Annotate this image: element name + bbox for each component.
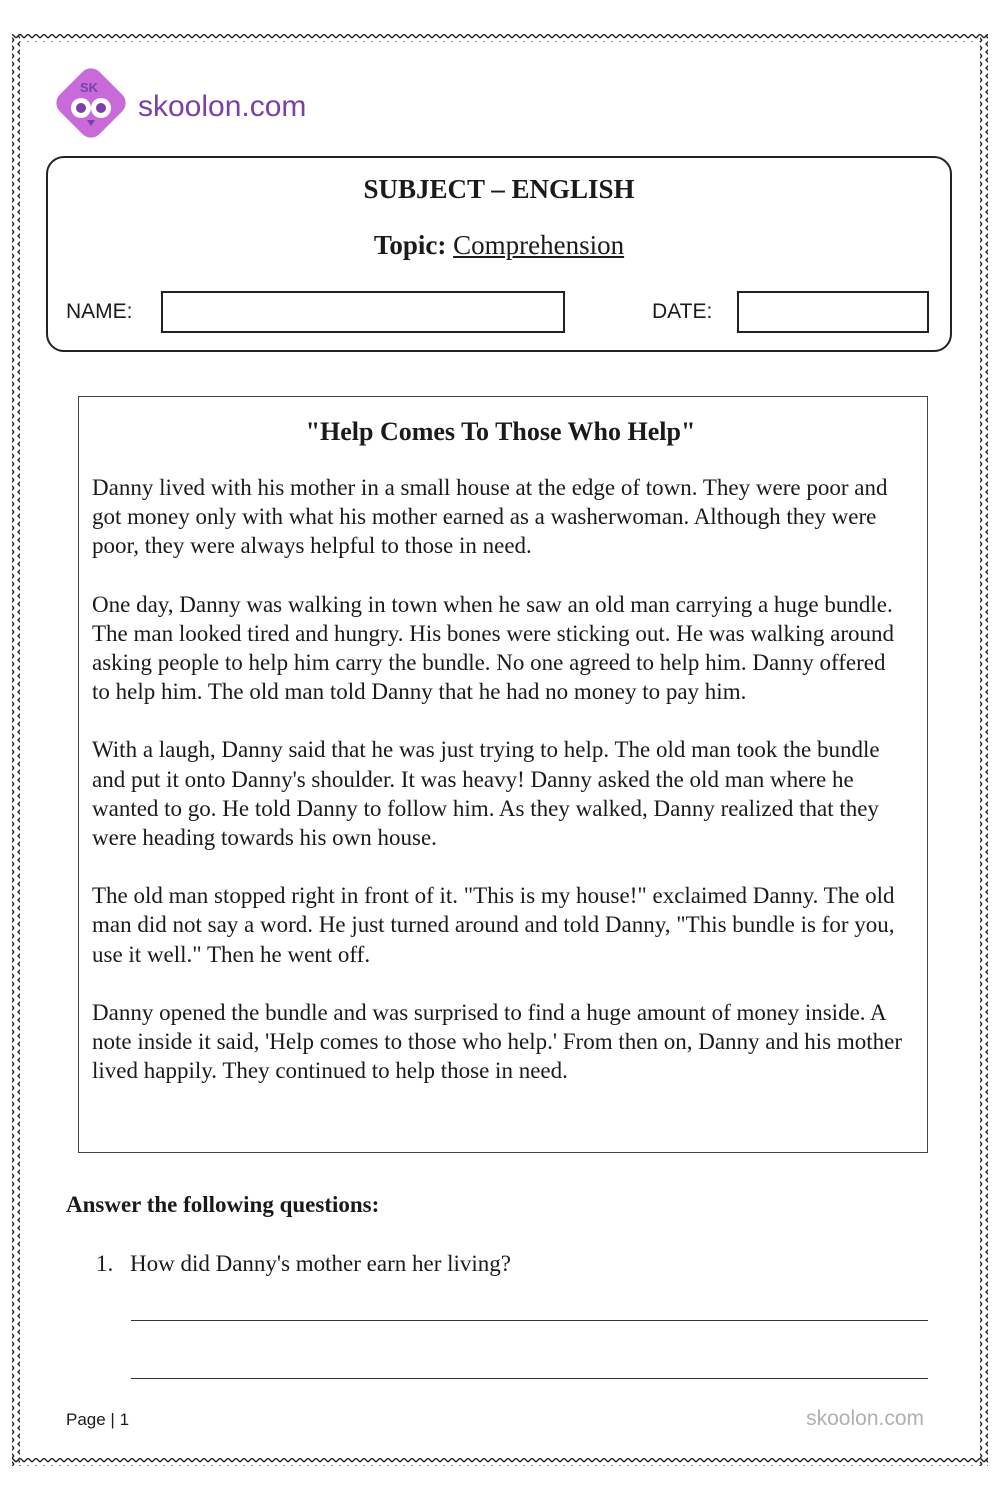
story-title: "Help Comes To Those Who Help" — [305, 417, 696, 446]
answer-line[interactable] — [131, 1378, 928, 1379]
topic-line — [48, 230, 950, 261]
story-paragraph: The old man stopped right in front of it. "This is my house!" exclaimed Danny. The old man did not say a word. He just turned around and told Danny, "This bundle is for you, use it well." Then he went off. — [92, 883, 895, 967]
question-text: How did Danny's mother earn her living? — [130, 1251, 511, 1276]
name-label: NAME: — [66, 300, 133, 323]
skoolon-owl-logo — [50, 62, 132, 144]
story-paragraph: One day, Danny was walking in town when he saw an old man carrying a huge bundle. The man looked tired and hungry. His bones were sticking out. He was walking around asking people to help him carry the bundle. No one agreed to help him. Danny offered to help him. The old man told Danny that he had no money to pay him. — [92, 591, 895, 705]
question-number: 1. — [96, 1251, 114, 1276]
worksheet-header — [46, 156, 952, 352]
name-field[interactable] — [161, 291, 565, 333]
topic-label: Topic: — [373, 230, 447, 260]
svg-text:SK: SK — [80, 80, 99, 95]
topic-value: Comprehension — [453, 230, 625, 260]
page-number: Page | 1 — [66, 1410, 130, 1429]
brand-name[interactable]: skoolon.com — [138, 90, 307, 123]
story-box — [78, 396, 928, 1153]
story-paragraph: Danny opened the bundle and was surprised to find a huge amount of money inside. A note inside it said, 'Help comes to those who help.' From then on, Danny and his mother lived happily. They continued to help those in need. — [92, 999, 902, 1084]
answer-line[interactable] — [131, 1320, 928, 1321]
subject-title: SUBJECT – ENGLISH — [363, 174, 635, 204]
question-item — [96, 1251, 511, 1277]
story-paragraph: Danny lived with his mother in a small house at the edge of town. They were poor and got money only with what his mother earned as a washerwoman. Although they were poor, they were always helpful to those in need. — [92, 475, 888, 559]
footer-site: skoolon.com — [806, 1407, 924, 1430]
story-paragraph: With a laugh, Danny said that he was just trying to help. The old man took the bundle and put it onto Danny's shoulder. It was heavy! Danny asked the old man where he wanted to go. He told Danny to follow him. As they walked, Danny realized that they were heading towards his own house. — [92, 737, 880, 851]
date-label: DATE: — [652, 300, 713, 323]
date-field[interactable] — [737, 291, 929, 333]
questions-heading: Answer the following questions: — [66, 1192, 380, 1217]
